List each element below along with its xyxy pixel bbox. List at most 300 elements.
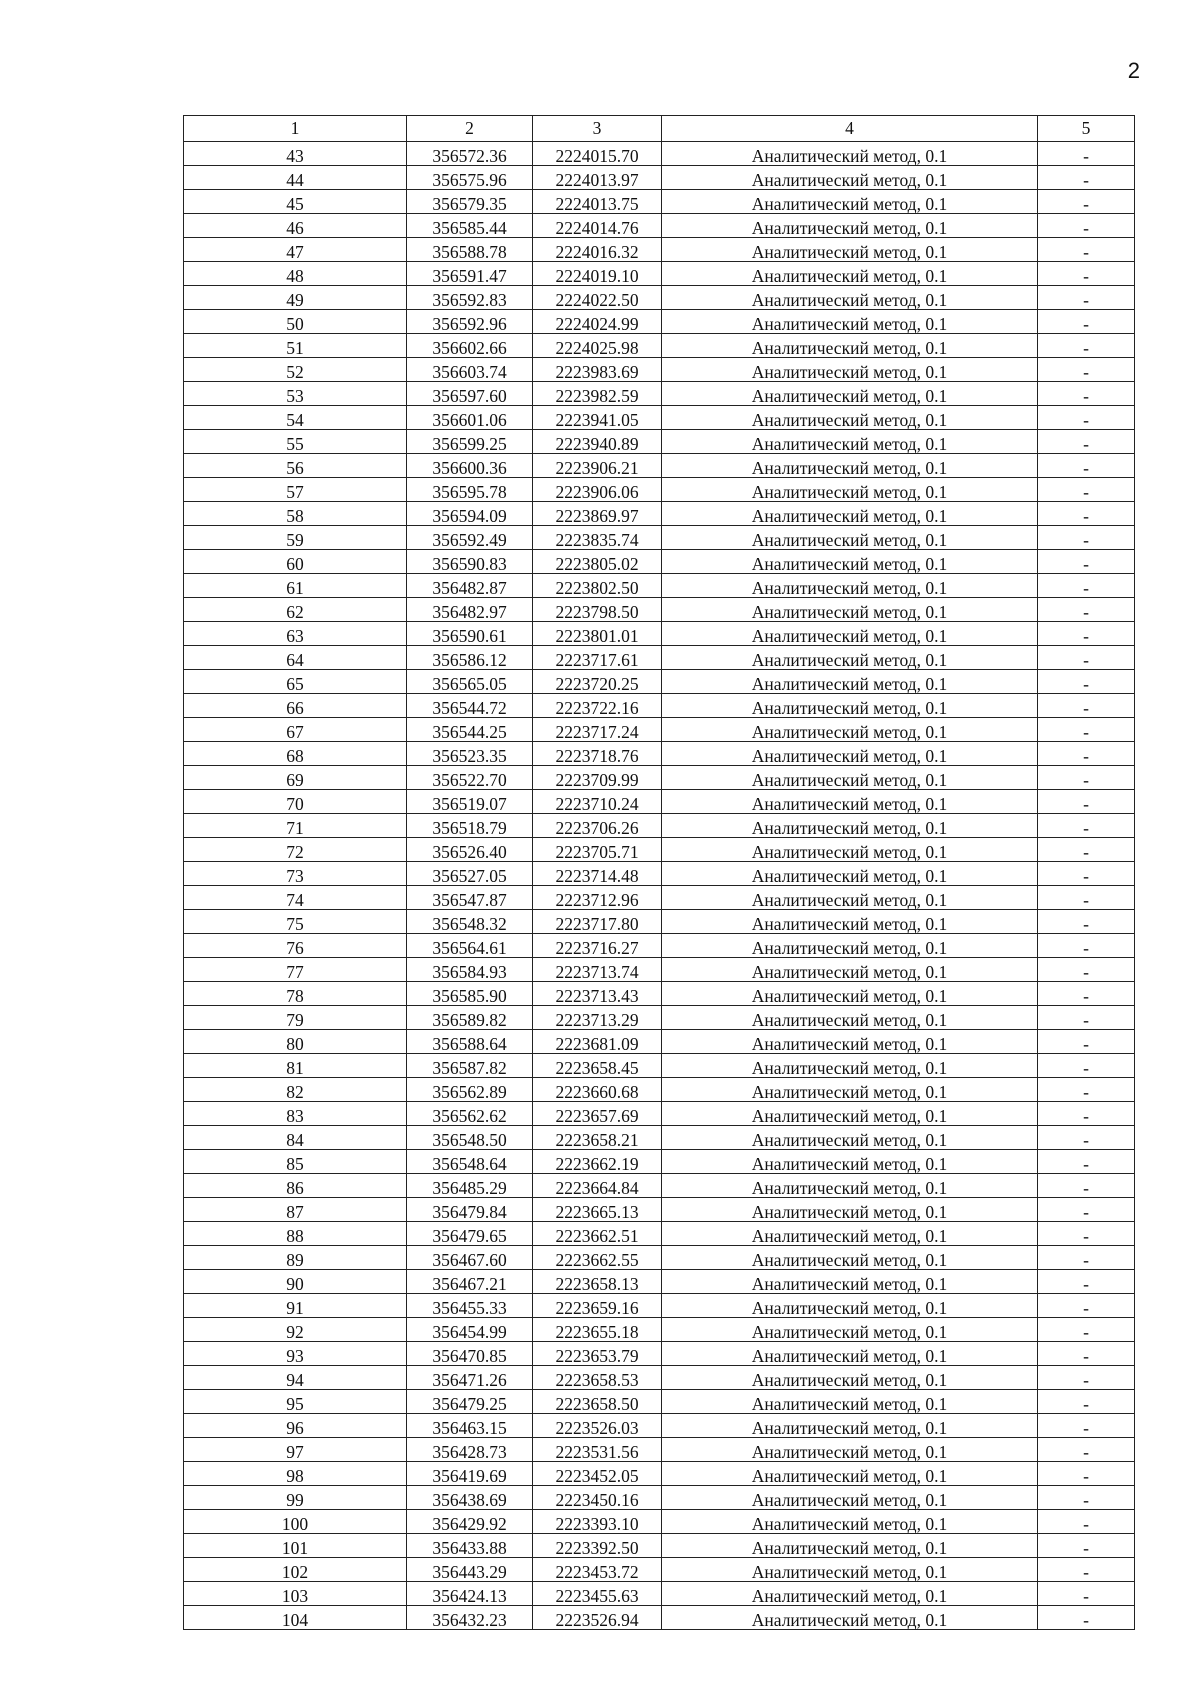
point-number-cell: 83 [184,1102,407,1126]
note-cell: - [1038,646,1135,670]
table-row [184,1342,1135,1366]
x-coordinate-cell: 356588.64 [407,1030,533,1054]
table-row [184,1102,1135,1126]
column-header-1: 1 [184,116,407,142]
point-number-cell: 58 [184,502,407,526]
note-cell: - [1038,406,1135,430]
table-row [184,1126,1135,1150]
method-cell: Аналитический метод, 0.1 [662,1438,1038,1462]
method-cell: Аналитический метод, 0.1 [662,1198,1038,1222]
method-cell: Аналитический метод, 0.1 [662,958,1038,982]
method-cell: Аналитический метод, 0.1 [662,1606,1038,1630]
y-coordinate-cell: 2224025.98 [533,334,662,358]
point-number-cell: 54 [184,406,407,430]
y-coordinate-cell: 2223718.76 [533,742,662,766]
note-cell: - [1038,934,1135,958]
table-row [184,1534,1135,1558]
method-cell: Аналитический метод, 0.1 [662,1486,1038,1510]
method-cell: Аналитический метод, 0.1 [662,718,1038,742]
point-number-cell: 63 [184,622,407,646]
table-row [184,622,1135,646]
point-number-cell: 46 [184,214,407,238]
y-coordinate-cell: 2223658.45 [533,1054,662,1078]
method-cell: Аналитический метод, 0.1 [662,406,1038,430]
point-number-cell: 93 [184,1342,407,1366]
table-row [184,1558,1135,1582]
x-coordinate-cell: 356433.88 [407,1534,533,1558]
method-cell: Аналитический метод, 0.1 [662,190,1038,214]
x-coordinate-cell: 356544.25 [407,718,533,742]
method-cell: Аналитический метод, 0.1 [662,598,1038,622]
note-cell: - [1038,862,1135,886]
note-cell: - [1038,1486,1135,1510]
column-header-3: 3 [533,116,662,142]
column-header-2: 2 [407,116,533,142]
point-number-cell: 95 [184,1390,407,1414]
point-number-cell: 67 [184,718,407,742]
note-cell: - [1038,1246,1135,1270]
x-coordinate-cell: 356584.93 [407,958,533,982]
table-row [184,358,1135,382]
method-cell: Аналитический метод, 0.1 [662,502,1038,526]
x-coordinate-cell: 356590.61 [407,622,533,646]
table-row [184,934,1135,958]
table-row [184,1054,1135,1078]
y-coordinate-cell: 2223662.55 [533,1246,662,1270]
note-cell: - [1038,1438,1135,1462]
point-number-cell: 56 [184,454,407,478]
method-cell: Аналитический метод, 0.1 [662,862,1038,886]
point-number-cell: 65 [184,670,407,694]
note-cell: - [1038,430,1135,454]
y-coordinate-cell: 2223717.61 [533,646,662,670]
table-row [184,1390,1135,1414]
table-row [184,694,1135,718]
x-coordinate-cell: 356467.60 [407,1246,533,1270]
y-coordinate-cell: 2223714.48 [533,862,662,886]
table-row [184,382,1135,406]
note-cell: - [1038,958,1135,982]
point-number-cell: 53 [184,382,407,406]
point-number-cell: 48 [184,262,407,286]
table-row [184,1078,1135,1102]
x-coordinate-cell: 356603.74 [407,358,533,382]
note-cell: - [1038,454,1135,478]
note-cell: - [1038,574,1135,598]
y-coordinate-cell: 2223869.97 [533,502,662,526]
method-cell: Аналитический метод, 0.1 [662,1510,1038,1534]
point-number-cell: 79 [184,1006,407,1030]
x-coordinate-cell: 356589.82 [407,1006,533,1030]
point-number-cell: 91 [184,1294,407,1318]
x-coordinate-cell: 356432.23 [407,1606,533,1630]
point-number-cell: 89 [184,1246,407,1270]
x-coordinate-cell: 356595.78 [407,478,533,502]
point-number-cell: 51 [184,334,407,358]
note-cell: - [1038,190,1135,214]
y-coordinate-cell: 2224013.75 [533,190,662,214]
method-cell: Аналитический метод, 0.1 [662,1222,1038,1246]
y-coordinate-cell: 2223531.56 [533,1438,662,1462]
x-coordinate-cell: 356548.32 [407,910,533,934]
note-cell: - [1038,262,1135,286]
method-cell: Аналитический метод, 0.1 [662,1102,1038,1126]
y-coordinate-cell: 2223453.72 [533,1558,662,1582]
x-coordinate-cell: 356587.82 [407,1054,533,1078]
note-cell: - [1038,910,1135,934]
y-coordinate-cell: 2223712.96 [533,886,662,910]
table-row [184,1318,1135,1342]
note-cell: - [1038,1006,1135,1030]
method-cell: Аналитический метод, 0.1 [662,1582,1038,1606]
x-coordinate-cell: 356485.29 [407,1174,533,1198]
point-number-cell: 80 [184,1030,407,1054]
note-cell: - [1038,358,1135,382]
x-coordinate-cell: 356429.92 [407,1510,533,1534]
table-row [184,1270,1135,1294]
method-cell: Аналитический метод, 0.1 [662,694,1038,718]
note-cell: - [1038,982,1135,1006]
point-number-cell: 61 [184,574,407,598]
point-number-cell: 52 [184,358,407,382]
table-row [184,982,1135,1006]
y-coordinate-cell: 2223658.13 [533,1270,662,1294]
point-number-cell: 104 [184,1606,407,1630]
x-coordinate-cell: 356522.70 [407,766,533,790]
method-cell: Аналитический метод, 0.1 [662,1150,1038,1174]
method-cell: Аналитический метод, 0.1 [662,1366,1038,1390]
y-coordinate-cell: 2223653.79 [533,1342,662,1366]
method-cell: Аналитический метод, 0.1 [662,790,1038,814]
x-coordinate-cell: 356585.44 [407,214,533,238]
note-cell: - [1038,1030,1135,1054]
point-number-cell: 94 [184,1366,407,1390]
x-coordinate-cell: 356519.07 [407,790,533,814]
table-row [184,262,1135,286]
y-coordinate-cell: 2223393.10 [533,1510,662,1534]
note-cell: - [1038,1102,1135,1126]
point-number-cell: 74 [184,886,407,910]
y-coordinate-cell: 2223713.74 [533,958,662,982]
table-row [184,958,1135,982]
note-cell: - [1038,478,1135,502]
point-number-cell: 78 [184,982,407,1006]
y-coordinate-cell: 2223658.21 [533,1126,662,1150]
note-cell: - [1038,1366,1135,1390]
x-coordinate-cell: 356523.35 [407,742,533,766]
table-row [184,766,1135,790]
x-coordinate-cell: 356518.79 [407,814,533,838]
note-cell: - [1038,1342,1135,1366]
y-coordinate-cell: 2223681.09 [533,1030,662,1054]
point-number-cell: 60 [184,550,407,574]
y-coordinate-cell: 2223941.05 [533,406,662,430]
table-row [184,1030,1135,1054]
point-number-cell: 97 [184,1438,407,1462]
note-cell: - [1038,598,1135,622]
y-coordinate-cell: 2223717.24 [533,718,662,742]
method-cell: Аналитический метод, 0.1 [662,622,1038,646]
y-coordinate-cell: 2223940.89 [533,430,662,454]
table-row [184,550,1135,574]
point-number-cell: 76 [184,934,407,958]
note-cell: - [1038,1414,1135,1438]
point-number-cell: 82 [184,1078,407,1102]
method-cell: Аналитический метод, 0.1 [662,358,1038,382]
table-row [184,1006,1135,1030]
y-coordinate-cell: 2223713.43 [533,982,662,1006]
point-number-cell: 96 [184,1414,407,1438]
y-coordinate-cell: 2223392.50 [533,1534,662,1558]
point-number-cell: 92 [184,1318,407,1342]
y-coordinate-cell: 2223716.27 [533,934,662,958]
y-coordinate-cell: 2223658.53 [533,1366,662,1390]
y-coordinate-cell: 2223720.25 [533,670,662,694]
y-coordinate-cell: 2223450.16 [533,1486,662,1510]
table-row [184,670,1135,694]
x-coordinate-cell: 356591.47 [407,262,533,286]
y-coordinate-cell: 2224022.50 [533,286,662,310]
x-coordinate-cell: 356544.72 [407,694,533,718]
point-number-cell: 50 [184,310,407,334]
note-cell: - [1038,718,1135,742]
note-cell: - [1038,1294,1135,1318]
table-row [184,1486,1135,1510]
x-coordinate-cell: 356419.69 [407,1462,533,1486]
x-coordinate-cell: 356428.73 [407,1438,533,1462]
y-coordinate-cell: 2223717.80 [533,910,662,934]
table-row [184,1606,1135,1630]
table-header-row [184,116,1135,142]
method-cell: Аналитический метод, 0.1 [662,550,1038,574]
method-cell: Аналитический метод, 0.1 [662,1078,1038,1102]
x-coordinate-cell: 356572.36 [407,142,533,166]
method-cell: Аналитический метод, 0.1 [662,1414,1038,1438]
point-number-cell: 88 [184,1222,407,1246]
method-cell: Аналитический метод, 0.1 [662,1342,1038,1366]
method-cell: Аналитический метод, 0.1 [662,910,1038,934]
y-coordinate-cell: 2223798.50 [533,598,662,622]
y-coordinate-cell: 2223801.01 [533,622,662,646]
table-row [184,1462,1135,1486]
method-cell: Аналитический метод, 0.1 [662,1558,1038,1582]
x-coordinate-cell: 356454.99 [407,1318,533,1342]
note-cell: - [1038,1318,1135,1342]
note-cell: - [1038,670,1135,694]
x-coordinate-cell: 356548.50 [407,1126,533,1150]
y-coordinate-cell: 2223658.50 [533,1390,662,1414]
note-cell: - [1038,838,1135,862]
x-coordinate-cell: 356471.26 [407,1366,533,1390]
x-coordinate-cell: 356443.29 [407,1558,533,1582]
table-row [184,718,1135,742]
point-number-cell: 47 [184,238,407,262]
point-number-cell: 62 [184,598,407,622]
table-row [184,1150,1135,1174]
x-coordinate-cell: 356592.83 [407,286,533,310]
y-coordinate-cell: 2224019.10 [533,262,662,286]
y-coordinate-cell: 2223982.59 [533,382,662,406]
method-cell: Аналитический метод, 0.1 [662,334,1038,358]
x-coordinate-cell: 356601.06 [407,406,533,430]
y-coordinate-cell: 2224024.99 [533,310,662,334]
x-coordinate-cell: 356585.90 [407,982,533,1006]
note-cell: - [1038,886,1135,910]
point-number-cell: 81 [184,1054,407,1078]
note-cell: - [1038,310,1135,334]
point-number-cell: 77 [184,958,407,982]
x-coordinate-cell: 356548.64 [407,1150,533,1174]
x-coordinate-cell: 356579.35 [407,190,533,214]
table-row [184,286,1135,310]
y-coordinate-cell: 2223657.69 [533,1102,662,1126]
y-coordinate-cell: 2223802.50 [533,574,662,598]
table-row [184,1222,1135,1246]
note-cell: - [1038,742,1135,766]
y-coordinate-cell: 2223526.03 [533,1414,662,1438]
table-row [184,166,1135,190]
x-coordinate-cell: 356564.61 [407,934,533,958]
y-coordinate-cell: 2223983.69 [533,358,662,382]
y-coordinate-cell: 2223662.51 [533,1222,662,1246]
y-coordinate-cell: 2223713.29 [533,1006,662,1030]
method-cell: Аналитический метод, 0.1 [662,1462,1038,1486]
table-row [184,886,1135,910]
note-cell: - [1038,1534,1135,1558]
x-coordinate-cell: 356479.65 [407,1222,533,1246]
method-cell: Аналитический метод, 0.1 [662,262,1038,286]
x-coordinate-cell: 356547.87 [407,886,533,910]
method-cell: Аналитический метод, 0.1 [662,478,1038,502]
note-cell: - [1038,1150,1135,1174]
point-number-cell: 59 [184,526,407,550]
table-row [184,1246,1135,1270]
x-coordinate-cell: 356470.85 [407,1342,533,1366]
point-number-cell: 55 [184,430,407,454]
point-number-cell: 103 [184,1582,407,1606]
table-row [184,430,1135,454]
method-cell: Аналитический метод, 0.1 [662,310,1038,334]
y-coordinate-cell: 2223660.68 [533,1078,662,1102]
method-cell: Аналитический метод, 0.1 [662,166,1038,190]
table-row [184,214,1135,238]
method-cell: Аналитический метод, 0.1 [662,814,1038,838]
note-cell: - [1038,1390,1135,1414]
point-number-cell: 72 [184,838,407,862]
method-cell: Аналитический метод, 0.1 [662,286,1038,310]
x-coordinate-cell: 356592.96 [407,310,533,334]
method-cell: Аналитический метод, 0.1 [662,1246,1038,1270]
method-cell: Аналитический метод, 0.1 [662,742,1038,766]
point-number-cell: 102 [184,1558,407,1582]
x-coordinate-cell: 356479.25 [407,1390,533,1414]
x-coordinate-cell: 356592.49 [407,526,533,550]
table-row [184,334,1135,358]
note-cell: - [1038,766,1135,790]
method-cell: Аналитический метод, 0.1 [662,1006,1038,1030]
note-cell: - [1038,814,1135,838]
method-cell: Аналитический метод, 0.1 [662,382,1038,406]
point-number-cell: 70 [184,790,407,814]
method-cell: Аналитический метод, 0.1 [662,934,1038,958]
x-coordinate-cell: 356600.36 [407,454,533,478]
table-row [184,1366,1135,1390]
table-row [184,310,1135,334]
point-number-cell: 66 [184,694,407,718]
note-cell: - [1038,166,1135,190]
table-row [184,598,1135,622]
method-cell: Аналитический метод, 0.1 [662,574,1038,598]
coordinates-table-body [184,116,1135,1630]
y-coordinate-cell: 2223664.84 [533,1174,662,1198]
y-coordinate-cell: 2223710.24 [533,790,662,814]
table-row [184,190,1135,214]
method-cell: Аналитический метод, 0.1 [662,1126,1038,1150]
note-cell: - [1038,1198,1135,1222]
table-row [184,910,1135,934]
x-coordinate-cell: 356575.96 [407,166,533,190]
note-cell: - [1038,334,1135,358]
x-coordinate-cell: 356599.25 [407,430,533,454]
method-cell: Аналитический метод, 0.1 [662,670,1038,694]
table-row [184,1582,1135,1606]
method-cell: Аналитический метод, 0.1 [662,1174,1038,1198]
x-coordinate-cell: 356597.60 [407,382,533,406]
method-cell: Аналитический метод, 0.1 [662,430,1038,454]
method-cell: Аналитический метод, 0.1 [662,1534,1038,1558]
table-row [184,1174,1135,1198]
method-cell: Аналитический метод, 0.1 [662,1030,1038,1054]
table-row [184,862,1135,886]
point-number-cell: 73 [184,862,407,886]
method-cell: Аналитический метод, 0.1 [662,1390,1038,1414]
y-coordinate-cell: 2223659.16 [533,1294,662,1318]
point-number-cell: 45 [184,190,407,214]
x-coordinate-cell: 356467.21 [407,1270,533,1294]
column-header-4: 4 [662,116,1038,142]
note-cell: - [1038,502,1135,526]
y-coordinate-cell: 2223655.18 [533,1318,662,1342]
table-row [184,1414,1135,1438]
note-cell: - [1038,790,1135,814]
point-number-cell: 57 [184,478,407,502]
table-row [184,742,1135,766]
x-coordinate-cell: 356463.15 [407,1414,533,1438]
method-cell: Аналитический метод, 0.1 [662,886,1038,910]
coordinates-table [183,115,1135,1630]
x-coordinate-cell: 356565.05 [407,670,533,694]
note-cell: - [1038,238,1135,262]
note-cell: - [1038,1510,1135,1534]
method-cell: Аналитический метод, 0.1 [662,1318,1038,1342]
note-cell: - [1038,382,1135,406]
x-coordinate-cell: 356482.87 [407,574,533,598]
point-number-cell: 87 [184,1198,407,1222]
point-number-cell: 64 [184,646,407,670]
table-row [184,454,1135,478]
x-coordinate-cell: 356438.69 [407,1486,533,1510]
table-row [184,526,1135,550]
note-cell: - [1038,214,1135,238]
table-row [184,646,1135,670]
note-cell: - [1038,550,1135,574]
x-coordinate-cell: 356590.83 [407,550,533,574]
table-row [184,838,1135,862]
x-coordinate-cell: 356588.78 [407,238,533,262]
table-row [184,238,1135,262]
table-row [184,814,1135,838]
y-coordinate-cell: 2223835.74 [533,526,662,550]
